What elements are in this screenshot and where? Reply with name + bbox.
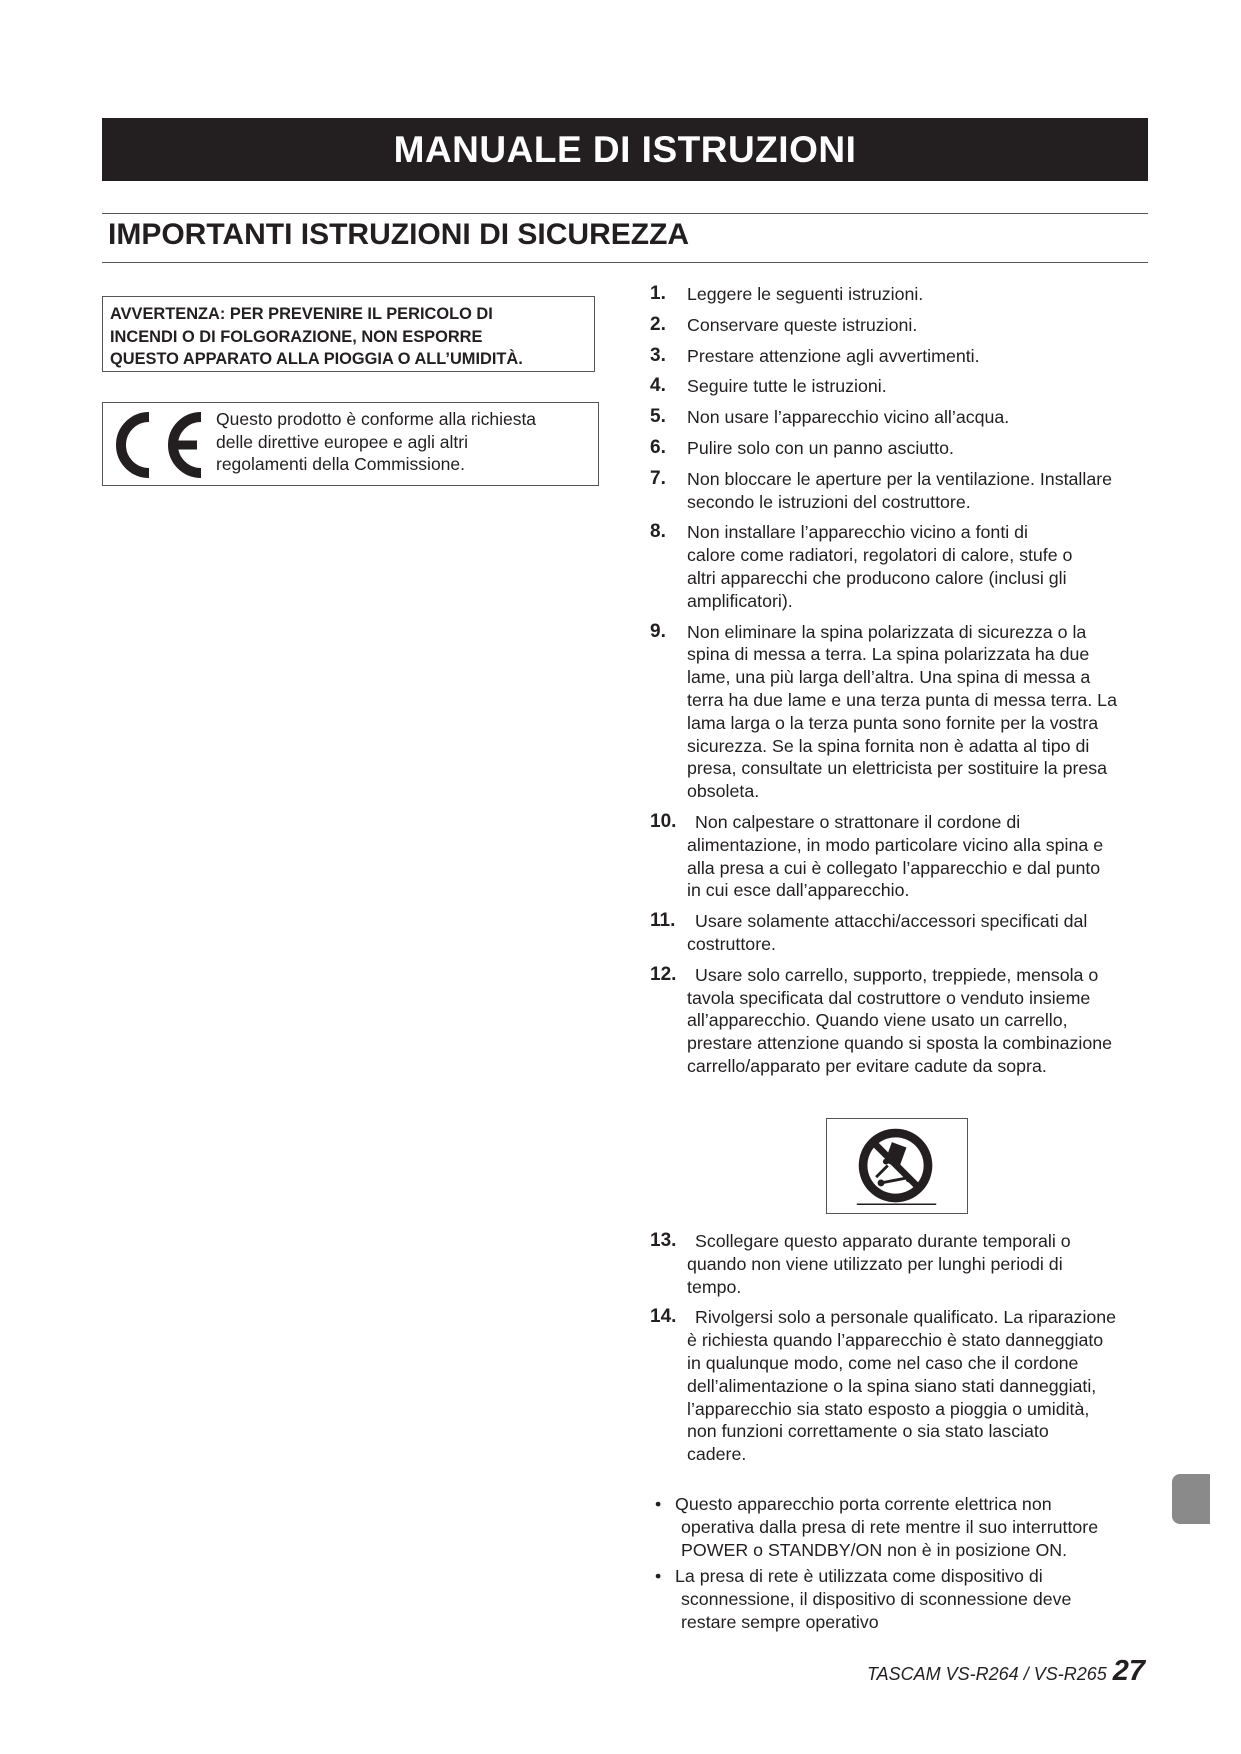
cart-tip-over-warning-icon	[827, 1119, 966, 1212]
ce-mark-icon	[113, 411, 205, 479]
instruction-line: tempo.	[687, 1276, 742, 1297]
instruction-item	[650, 621, 1155, 803]
instruction-line: costruttore.	[687, 933, 776, 954]
instruction-number: 13.	[650, 1230, 677, 1251]
instruction-line: all’apparecchio. Quando viene usato un carrello,	[687, 1010, 1068, 1031]
instruction-line: tavola specificata dal costruttore o venduto insieme	[687, 987, 1091, 1008]
instruction-line: spina di messa a terra. La spina polarizzata ha due	[687, 644, 1090, 665]
instruction-line: l’apparecchio sia stato esposto a pioggia o umidità,	[687, 1398, 1090, 1419]
instruction-line: terra ha due lame e una terza punta di messa terra. La	[687, 689, 1117, 710]
instruction-item	[650, 910, 1155, 956]
instruction-item	[650, 521, 1155, 612]
instruction-number: 6.	[650, 436, 666, 458]
instruction-line: in qualunque modo, come nel caso che il cordone	[687, 1352, 1079, 1373]
instruction-number: 12.	[650, 963, 677, 985]
instruction-item	[650, 964, 1155, 1078]
instruction-item	[650, 1306, 1155, 1466]
manual-title-banner	[102, 118, 1148, 181]
instruction-line: Non installare l’apparecchio vicino a fonti di	[687, 522, 1028, 543]
instruction-line: calore come radiatori, regolatori di calore, stufe o	[687, 545, 1073, 566]
instruction-line: Pulire solo con un panno asciutto.	[687, 437, 954, 458]
instruction-line: alla presa a cui è collegato l’apparecchio e dal punto	[687, 857, 1101, 878]
footer-brand-model: TASCAM VS-R264 / VS-R265	[866, 1664, 1107, 1684]
instruction-number: 5.	[650, 406, 666, 428]
instruction-item	[650, 375, 1155, 398]
instruction-line: altri apparecchi che producono calore (inclusi gli	[687, 567, 1067, 588]
instruction-line: Prestare attenzione agli avvertimenti.	[687, 345, 980, 366]
safety-instructions-list-continued	[650, 1230, 1155, 1474]
cart-warning-sign	[826, 1118, 968, 1214]
ce-notice-text	[216, 408, 594, 476]
warning-line: AVVERTENZA: PER PREVENIRE IL PERICOLO DI	[110, 305, 493, 323]
note-item	[655, 1565, 1155, 1633]
instruction-number: 11.	[650, 910, 676, 932]
instruction-number: 10.	[650, 810, 677, 832]
note-line: sconnessione, il dispositivo di sconnessione deve	[681, 1589, 1072, 1610]
instruction-line: secondo le istruzioni del costruttore.	[687, 491, 971, 512]
warning-line: INCENDI O DI FOLGORAZIONE, NON ESPORRE	[110, 327, 483, 346]
note-item	[655, 1493, 1155, 1561]
note-line: Questo apparecchio porta corrente elettrica non	[675, 1494, 1052, 1514]
instruction-number: 1.	[650, 283, 666, 304]
instruction-line: Non eliminare la spina polarizzata di sicurezza o la	[687, 621, 1087, 642]
ce-conformity-box	[102, 402, 599, 486]
manual-title: MANUALE DI ISTRUZIONI	[393, 129, 857, 170]
ce-notice-line: Questo prodotto è conforme alla richiesta	[216, 409, 537, 429]
page-footer	[867, 1655, 1145, 1688]
instruction-number: 8.	[650, 521, 666, 543]
instruction-line: Scollegare questo apparato durante temporali o	[695, 1231, 1071, 1251]
instruction-number: 3.	[650, 344, 666, 366]
instruction-line: obsoleta.	[687, 781, 760, 802]
instruction-item	[650, 406, 1155, 429]
instruction-number: 14.	[650, 1306, 677, 1328]
power-notes-list	[655, 1493, 1155, 1638]
instruction-item	[650, 1230, 1155, 1298]
note-line: restare sempre operativo	[681, 1611, 879, 1632]
instruction-line: lama larga o la terza punta sono fornite per la vostra	[687, 712, 1099, 733]
instruction-line: carrello/apparato per evitare cadute da sopra.	[687, 1055, 1047, 1076]
instruction-line: presa, consultate un elettricista per sostituire la presa	[687, 758, 1108, 779]
instruction-line: dell’alimentazione o la spina siano stati danneggiati,	[687, 1375, 1097, 1396]
section-rule-top	[102, 213, 1148, 214]
instruction-line: cadere.	[687, 1444, 747, 1465]
instruction-item	[650, 437, 1155, 460]
instruction-line: Rivolgersi solo a personale qualificato. La riparazione	[695, 1307, 1117, 1328]
safety-instructions-list	[650, 283, 1155, 1086]
section-rule-bottom	[102, 262, 1148, 263]
language-side-tab	[1172, 1474, 1210, 1524]
bullet-icon: •	[655, 1566, 662, 1587]
note-line: La presa di rete è utilizzata come dispositivo di	[675, 1566, 1043, 1587]
ce-notice-line: delle direttive europee e agli altri	[216, 431, 468, 452]
instruction-line: Leggere le seguenti istruzioni.	[687, 284, 924, 304]
instruction-line: non funzioni correttamente o sia stato lasciato	[687, 1421, 1049, 1442]
instruction-line: prestare attenzione quando si sposta la combinazione	[687, 1033, 1113, 1054]
instruction-line: Usare solamente attacchi/accessori specificati dal	[695, 911, 1088, 932]
instruction-number: 2.	[650, 313, 666, 335]
instruction-line: Usare solo carrello, supporto, treppiede, mensola o	[695, 964, 1099, 985]
instruction-line: è richiesta quando l’apparecchio è stato danneggiato	[687, 1330, 1104, 1351]
instruction-line: lame, una più larga dell’altra. Una spina di messa a	[687, 667, 1091, 688]
instruction-line: Seguire tutte le istruzioni.	[687, 376, 887, 397]
bullet-icon: •	[655, 1494, 662, 1514]
note-line: operativa dalla presa di rete mentre il suo interruttore	[681, 1516, 1099, 1537]
instruction-line: amplificatori).	[687, 590, 793, 611]
instruction-line: alimentazione, in modo particolare vicino alla spina e	[687, 834, 1104, 855]
instruction-line: in cui esce dall’apparecchio.	[687, 880, 910, 901]
warning-line: QUESTO APPARATO ALLA PIOGGIA O ALL’UMIDITÀ.	[110, 350, 523, 368]
instruction-item	[650, 283, 1155, 306]
instruction-line: Non bloccare le aperture per la ventilazione. Installare	[687, 468, 1113, 489]
instruction-number: 7.	[650, 467, 666, 489]
instruction-line: Conservare queste istruzioni.	[687, 314, 918, 335]
instruction-line: Non usare l’apparecchio vicino all’acqua.	[687, 407, 1010, 428]
ce-notice-line: regolamenti della Commissione.	[216, 454, 465, 474]
instruction-line: sicurezza. Se la spina fornita non è adatta al tipo di	[687, 735, 1090, 756]
instruction-item	[650, 811, 1155, 902]
section-title: IMPORTANTI ISTRUZIONI DI SICUREZZA	[108, 218, 690, 251]
instruction-item	[650, 314, 1155, 337]
warning-box	[102, 296, 595, 372]
instruction-line: Non calpestare o strattonare il cordone di	[695, 811, 1021, 832]
instruction-number: 4.	[650, 375, 666, 397]
page-number: 27	[1112, 1655, 1145, 1687]
note-line: POWER o STANDBY/ON non è in posizione ON.	[681, 1539, 1068, 1560]
instruction-item	[650, 468, 1155, 514]
instruction-line: quando non viene utilizzato per lunghi periodi di	[687, 1253, 1063, 1274]
instruction-number: 9.	[650, 620, 666, 642]
instruction-item	[650, 345, 1155, 368]
